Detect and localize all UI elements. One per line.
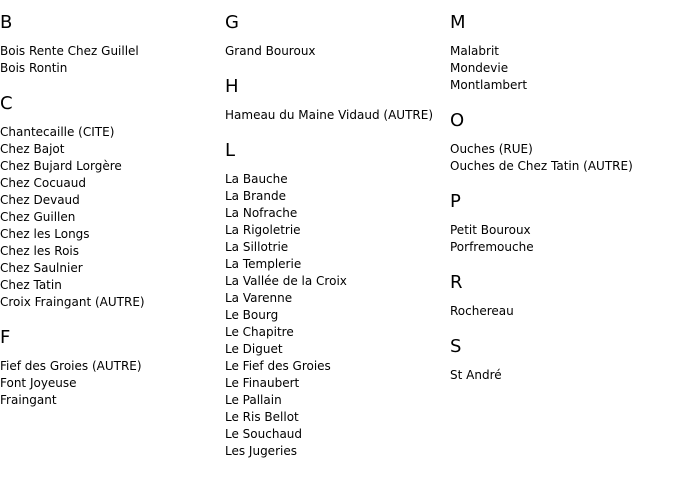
place-link-chantecaille-cite[interactable]: Chantecaille (CITE) xyxy=(0,125,115,139)
place-link-grand-bouroux[interactable]: Grand Bouroux xyxy=(225,44,316,58)
place-link-chez-les-rois[interactable]: Chez les Rois xyxy=(0,244,79,258)
place-link-chez-tatin[interactable]: Chez Tatin xyxy=(0,278,62,292)
place-link-ouches-rue[interactable]: Ouches (RUE) xyxy=(450,142,533,156)
place-link-la-sillotrie[interactable]: La Sillotrie xyxy=(225,240,289,254)
index-column-1 xyxy=(0,0,220,425)
place-list xyxy=(450,222,670,256)
place-link-rochereau[interactable]: Rochereau xyxy=(450,304,514,318)
place-link-chez-bajot[interactable]: Chez Bajot xyxy=(0,142,65,156)
place-link-chez-guillen[interactable]: Chez Guillen xyxy=(0,210,76,224)
letter-heading: S xyxy=(450,336,462,357)
place-link-hameau-du-maine-vidaud-autre[interactable]: Hameau du Maine Vidaud (AUTRE) xyxy=(225,108,433,122)
place-link-st-andre[interactable]: St André xyxy=(450,368,502,382)
letter-heading: B xyxy=(0,12,13,33)
place-link-la-rigoletrie[interactable]: La Rigoletrie xyxy=(225,223,301,237)
letter-heading: R xyxy=(450,272,463,293)
letter-group-f xyxy=(0,327,220,409)
place-list xyxy=(450,303,670,320)
place-link-malabrit[interactable]: Malabrit xyxy=(450,44,499,58)
place-link-la-varenne[interactable]: La Varenne xyxy=(225,291,293,305)
place-list xyxy=(0,124,220,311)
letter-heading: H xyxy=(225,76,239,97)
place-list xyxy=(225,43,445,60)
index-column-2 xyxy=(225,0,445,476)
place-link-ouches-de-chez-tatin-autre[interactable]: Ouches de Chez Tatin (AUTRE) xyxy=(450,159,633,173)
place-list xyxy=(225,107,445,124)
place-link-bois-rontin[interactable]: Bois Rontin xyxy=(0,61,68,75)
place-link-montlambert[interactable]: Montlambert xyxy=(450,78,528,92)
place-link-la-vallee-de-la-croix[interactable]: La Vallée de la Croix xyxy=(225,274,347,288)
place-link-croix-fraingant-autre[interactable]: Croix Fraingant (AUTRE) xyxy=(0,295,145,309)
place-link-mondevie[interactable]: Mondevie xyxy=(450,61,509,75)
place-link-chez-les-longs[interactable]: Chez les Longs xyxy=(0,227,90,241)
place-link-les-jugeries[interactable]: Les Jugeries xyxy=(225,444,297,458)
place-link-la-nofrache[interactable]: La Nofrache xyxy=(225,206,298,220)
place-list xyxy=(450,367,670,384)
place-link-la-bauche[interactable]: La Bauche xyxy=(225,172,288,186)
place-link-le-chapitre[interactable]: Le Chapitre xyxy=(225,325,294,339)
letter-heading: O xyxy=(450,110,465,131)
place-link-porfremouche[interactable]: Porfremouche xyxy=(450,240,534,254)
letter-heading: F xyxy=(0,327,11,348)
place-link-le-diguet[interactable]: Le Diguet xyxy=(225,342,283,356)
place-link-font-joyeuse[interactable]: Font Joyeuse xyxy=(0,376,77,390)
place-list xyxy=(450,141,670,175)
place-link-le-souchaud[interactable]: Le Souchaud xyxy=(225,427,303,441)
place-link-le-pallain[interactable]: Le Pallain xyxy=(225,393,282,407)
letter-heading: M xyxy=(450,12,466,33)
letter-group-b xyxy=(0,12,220,77)
place-list xyxy=(0,43,220,77)
place-link-le-bourg[interactable]: Le Bourg xyxy=(225,308,279,322)
letter-group-g xyxy=(225,12,445,60)
letter-group-p xyxy=(450,191,670,256)
letter-heading: G xyxy=(225,12,239,33)
place-link-chez-saulnier[interactable]: Chez Saulnier xyxy=(0,261,83,275)
place-link-chez-cocuaud[interactable]: Chez Cocuaud xyxy=(0,176,86,190)
place-link-le-fief-des-groies[interactable]: Le Fief des Groies xyxy=(225,359,331,373)
letter-group-c xyxy=(0,93,220,311)
letter-group-l xyxy=(225,140,445,460)
letter-group-r xyxy=(450,272,670,320)
place-link-fief-des-groies-autre[interactable]: Fief des Groies (AUTRE) xyxy=(0,359,142,373)
place-link-le-finaubert[interactable]: Le Finaubert xyxy=(225,376,300,390)
place-link-la-templerie[interactable]: La Templerie xyxy=(225,257,302,271)
place-link-chez-bujard-lorgere[interactable]: Chez Bujard Lorgère xyxy=(0,159,122,173)
letter-group-s xyxy=(450,336,670,384)
index-column-3 xyxy=(450,0,670,400)
letter-group-m xyxy=(450,12,670,94)
place-link-bois-rente-chez-guillel[interactable]: Bois Rente Chez Guillel xyxy=(0,44,139,58)
place-list xyxy=(225,171,445,460)
place-link-petit-bouroux[interactable]: Petit Bouroux xyxy=(450,223,531,237)
letter-heading: C xyxy=(0,93,13,114)
letter-heading: P xyxy=(450,191,461,212)
letter-group-h xyxy=(225,76,445,124)
letter-group-o xyxy=(450,110,670,175)
place-link-fraingant[interactable]: Fraingant xyxy=(0,393,57,407)
place-link-chez-devaud[interactable]: Chez Devaud xyxy=(0,193,80,207)
place-link-la-brande[interactable]: La Brande xyxy=(225,189,286,203)
place-list xyxy=(450,43,670,94)
place-list xyxy=(0,358,220,409)
place-link-le-ris-bellot[interactable]: Le Ris Bellot xyxy=(225,410,299,424)
letter-heading: L xyxy=(225,140,236,161)
